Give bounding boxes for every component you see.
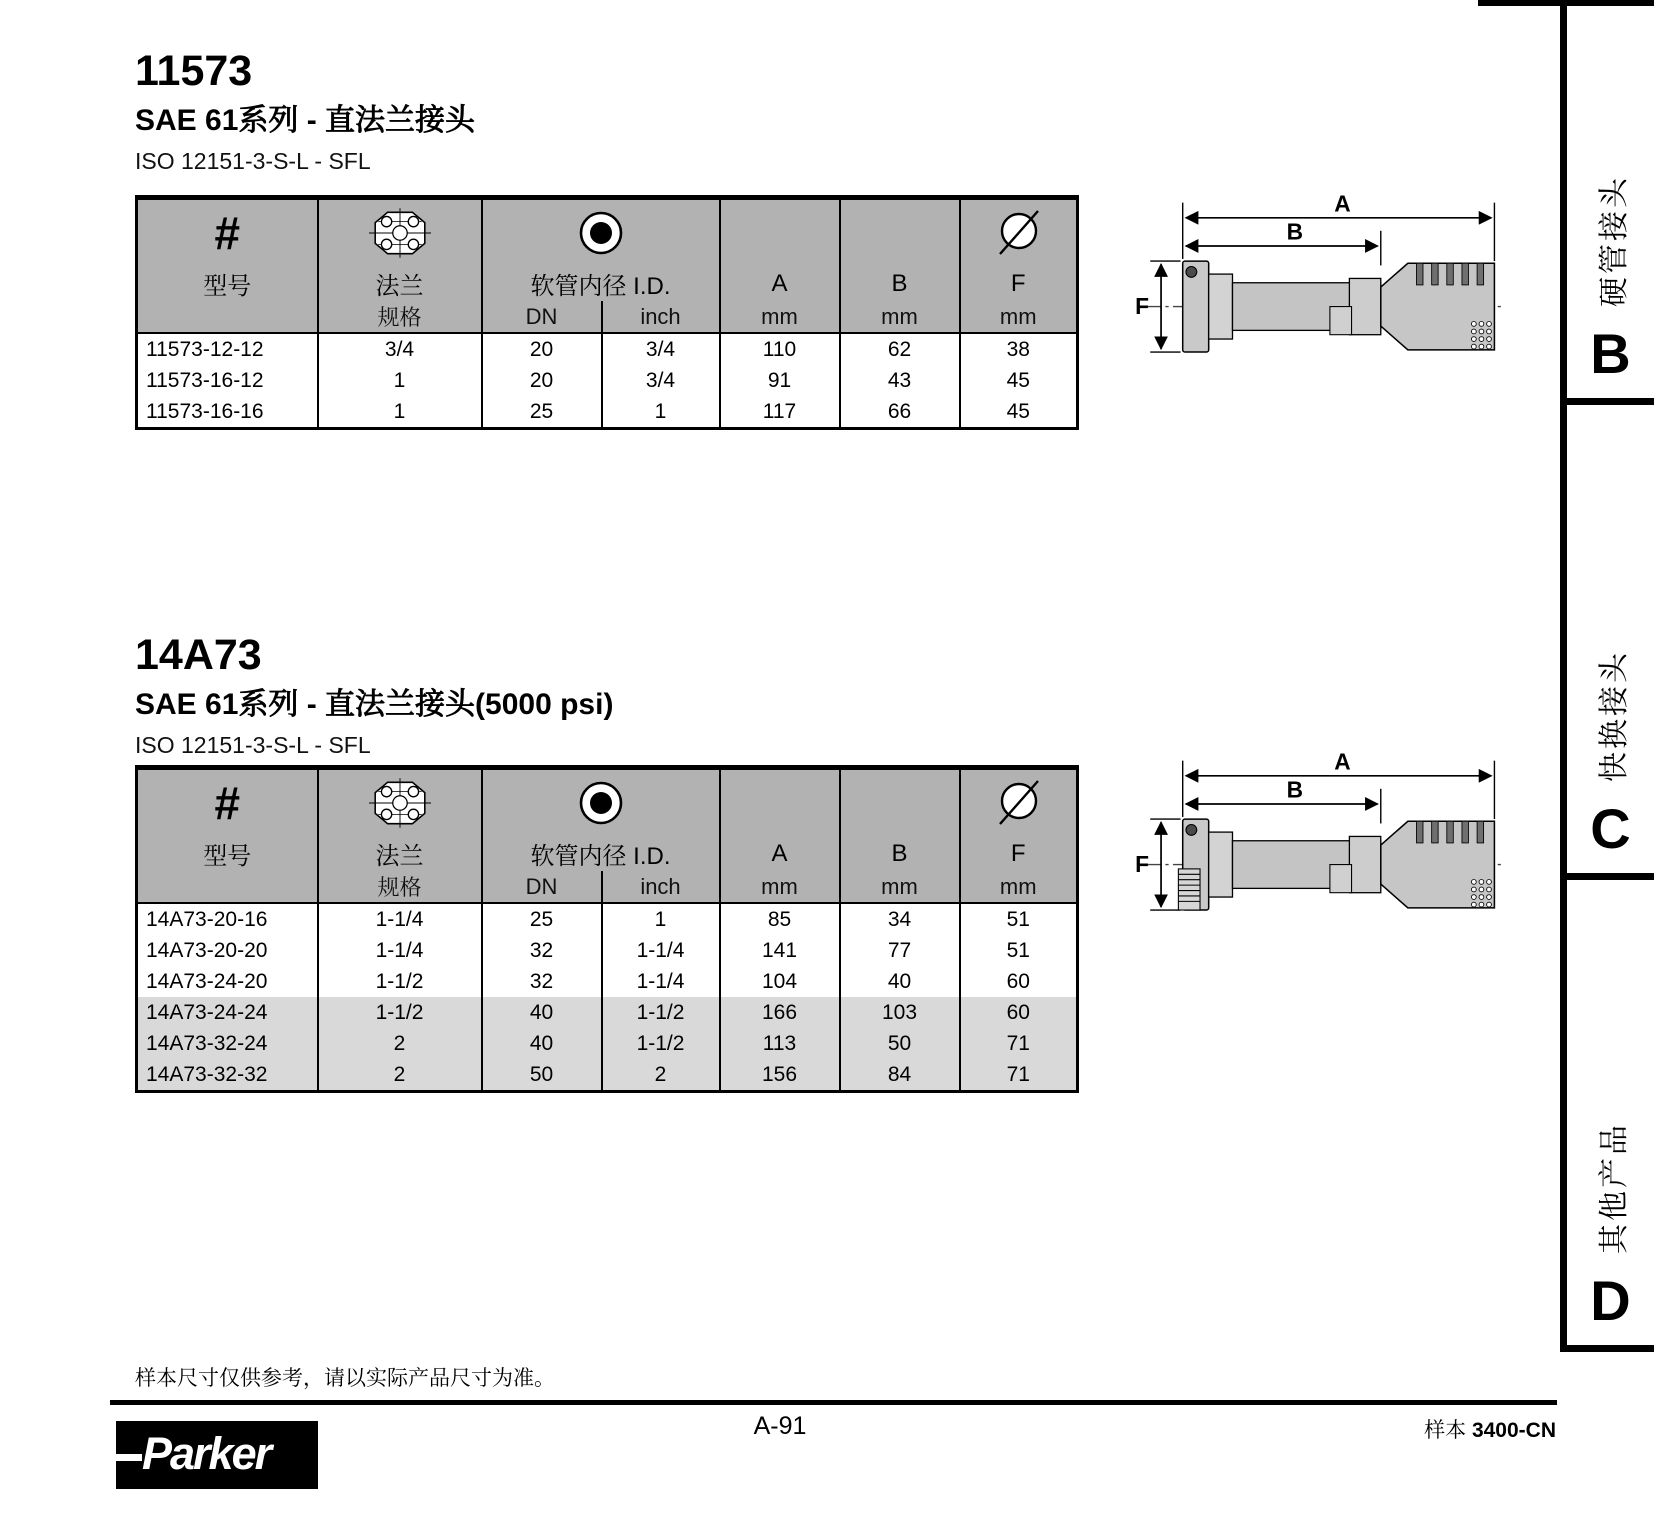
col-f-label: F <box>960 266 1078 301</box>
product-series-title: SAE 61系列 - 直法兰接头 <box>135 104 476 137</box>
cell-model: 11573-12-12 <box>146 337 264 361</box>
spec-table-14A73 <box>135 765 1079 1093</box>
catalog-code: 3400-CN <box>1471 1419 1556 1442</box>
cell-flange: 1-1/2 <box>318 966 482 997</box>
col-flange-sub-label: 规格 <box>318 301 482 333</box>
cell-f: 38 <box>960 333 1078 365</box>
cell-f: 51 <box>960 903 1078 935</box>
cell-flange: 1-1/4 <box>318 935 482 966</box>
cell-a: 110 <box>720 333 840 365</box>
header-unit-row <box>137 301 1078 333</box>
cell-b: 103 <box>840 997 960 1028</box>
spec-row <box>137 935 1078 966</box>
cell-inch: 2 <box>602 1059 720 1092</box>
spec-row <box>137 333 1078 365</box>
cell-flange: 1 <box>318 365 482 396</box>
section-tab-hard-tube-fittings <box>1567 6 1654 405</box>
flange-icon <box>319 778 481 828</box>
col-dn-label: DN <box>482 871 602 903</box>
cell-f: 60 <box>960 997 1078 1028</box>
cell-b: 34 <box>840 903 960 935</box>
logo-wordmark: Parker <box>142 1427 271 1479</box>
cell-f: 51 <box>960 935 1078 966</box>
cell-a: 85 <box>720 903 840 935</box>
spec-row <box>137 997 1078 1028</box>
spec-row <box>137 1028 1078 1059</box>
diameter-icon <box>961 207 1077 259</box>
cell-inch: 1-1/2 <box>602 997 720 1028</box>
unit-mm: mm <box>720 301 840 333</box>
cell-model: 14A73-20-16 <box>146 907 268 931</box>
cell-model: 11573-16-16 <box>146 399 264 423</box>
header-label-row <box>137 836 1078 871</box>
cell-dn: 50 <box>482 1059 602 1092</box>
cell-flange: 3/4 <box>318 333 482 365</box>
diameter-icon <box>961 777 1077 829</box>
cell-b: 66 <box>840 396 960 429</box>
header-icon-row <box>137 768 1078 837</box>
logo-dash <box>116 1454 142 1461</box>
spec-table-11573 <box>135 195 1079 430</box>
cell-dn: 32 <box>482 935 602 966</box>
cell-flange: 2 <box>318 1028 482 1059</box>
header-unit-row <box>137 871 1078 903</box>
cell-flange: 1-1/4 <box>318 903 482 935</box>
cell-f: 45 <box>960 396 1078 429</box>
section-tab-quick-couplings <box>1567 405 1654 880</box>
flange-serration <box>1178 869 1200 910</box>
col-b-label: B <box>840 836 960 871</box>
cell-a: 91 <box>720 365 840 396</box>
hose-id-icon <box>483 780 719 826</box>
section-tab-sidebar <box>1560 0 1654 1352</box>
col-a-label: A <box>720 836 840 871</box>
cell-b: 43 <box>840 365 960 396</box>
cell-b: 77 <box>840 935 960 966</box>
product-section-14A73 <box>135 631 614 758</box>
cell-inch: 1 <box>602 396 720 429</box>
cell-flange: 2 <box>318 1059 482 1092</box>
cell-model: 14A73-20-20 <box>146 938 268 962</box>
tab-label-wrap <box>1591 1113 1631 1263</box>
cell-inch: 1 <box>602 903 720 935</box>
cell-model: 14A73-24-20 <box>146 969 268 993</box>
section-tab-other-products <box>1567 880 1654 1352</box>
tab-label: 硬管接头 <box>1597 175 1631 307</box>
tab-label: 快换接头 <box>1597 650 1631 782</box>
cell-dn: 25 <box>482 903 602 935</box>
product-code: 14A73 <box>135 631 262 679</box>
cell-f: 60 <box>960 966 1078 997</box>
col-model-label: 型号 <box>137 836 318 871</box>
cell-b: 40 <box>840 966 960 997</box>
cell-dn: 40 <box>482 1028 602 1059</box>
spec-row <box>137 966 1078 997</box>
tab-letter: C <box>1590 797 1631 860</box>
col-hose-id-label: 软管内径 I.D. <box>482 836 720 871</box>
tab-label-wrap <box>1591 641 1631 791</box>
header-label-row <box>137 266 1078 301</box>
col-hose-id-label: 软管内径 I.D. <box>482 266 720 301</box>
parker-logo <box>116 1421 318 1489</box>
hose-id-icon <box>483 210 719 256</box>
cell-a: 113 <box>720 1028 840 1059</box>
cell-a: 141 <box>720 935 840 966</box>
cell-inch: 1-1/4 <box>602 966 720 997</box>
cell-flange: 1 <box>318 396 482 429</box>
cell-inch: 3/4 <box>602 333 720 365</box>
product-standard: ISO 12151-3-S-L - SFL <box>135 732 371 758</box>
cell-dn: 25 <box>482 396 602 429</box>
cell-model: 14A73-24-24 <box>137 997 318 1028</box>
col-flange-sub-label: 规格 <box>318 871 482 903</box>
cell-a: 117 <box>720 396 840 429</box>
cell-model: 14A73-32-24 <box>137 1028 318 1059</box>
flange-icon <box>319 208 481 258</box>
cell-flange: 1-1/2 <box>318 997 482 1028</box>
col-b-label: B <box>840 266 960 301</box>
cell-f: 71 <box>960 1059 1078 1092</box>
cell-inch: 1-1/2 <box>602 1028 720 1059</box>
unit-mm: mm <box>960 301 1078 333</box>
cell-model: 14A73-32-32 <box>137 1059 318 1092</box>
product-section-11573 <box>135 47 476 174</box>
cell-a: 104 <box>720 966 840 997</box>
cell-inch: 3/4 <box>602 365 720 396</box>
col-flange-label: 法兰 <box>318 266 482 301</box>
cell-a: 156 <box>720 1059 840 1092</box>
col-f-label: F <box>960 836 1078 871</box>
tab-label-wrap <box>1591 166 1631 316</box>
col-inch-label: inch <box>602 871 720 903</box>
cell-dn: 20 <box>482 365 602 396</box>
spec-row <box>137 903 1078 935</box>
cell-b: 50 <box>840 1028 960 1059</box>
cell-a: 166 <box>720 997 840 1028</box>
spec-row <box>137 1059 1078 1092</box>
disclaimer-note: 样本尺寸仅供参考，请以实际产品尺寸为准。 <box>135 1367 555 1390</box>
fitting-drawing-11573 <box>1128 194 1508 378</box>
page-number: A-91 <box>753 1412 807 1440</box>
tab-label: 其他产品 <box>1597 1122 1631 1254</box>
cell-b: 84 <box>840 1059 960 1092</box>
cell-dn: 32 <box>482 966 602 997</box>
catalog-prefix: 样本 <box>1424 1419 1467 1442</box>
unit-mm: mm <box>960 871 1078 903</box>
header-icon-row <box>137 198 1078 267</box>
fitting-drawing-14A73 <box>1128 752 1508 936</box>
spec-row <box>137 365 1078 396</box>
col-model-label: 型号 <box>137 266 318 301</box>
cell-b: 62 <box>840 333 960 365</box>
unit-mm: mm <box>720 871 840 903</box>
part-number-symbol: # <box>214 777 241 829</box>
cell-f: 45 <box>960 365 1078 396</box>
cell-inch: 1-1/4 <box>602 935 720 966</box>
product-code: 11573 <box>135 47 253 95</box>
spec-row <box>137 396 1078 429</box>
cell-model: 11573-16-12 <box>146 368 264 392</box>
catalog-reference <box>1424 1414 1556 1444</box>
tab-letter: D <box>1590 1269 1631 1332</box>
unit-mm: mm <box>840 301 960 333</box>
cell-dn: 40 <box>482 997 602 1028</box>
col-inch-label: inch <box>602 301 720 333</box>
part-number-symbol: # <box>214 207 241 259</box>
product-series-title: SAE 61系列 - 直法兰接头(5000 psi) <box>135 688 614 721</box>
cell-f: 71 <box>960 1028 1078 1059</box>
col-a-label: A <box>720 266 840 301</box>
col-dn-label: DN <box>482 301 602 333</box>
unit-mm: mm <box>840 871 960 903</box>
footer-divider <box>110 1400 1557 1405</box>
product-standard: ISO 12151-3-S-L - SFL <box>135 148 371 174</box>
col-flange-label: 法兰 <box>318 836 482 871</box>
tab-letter: B <box>1590 322 1631 385</box>
cell-dn: 20 <box>482 333 602 365</box>
